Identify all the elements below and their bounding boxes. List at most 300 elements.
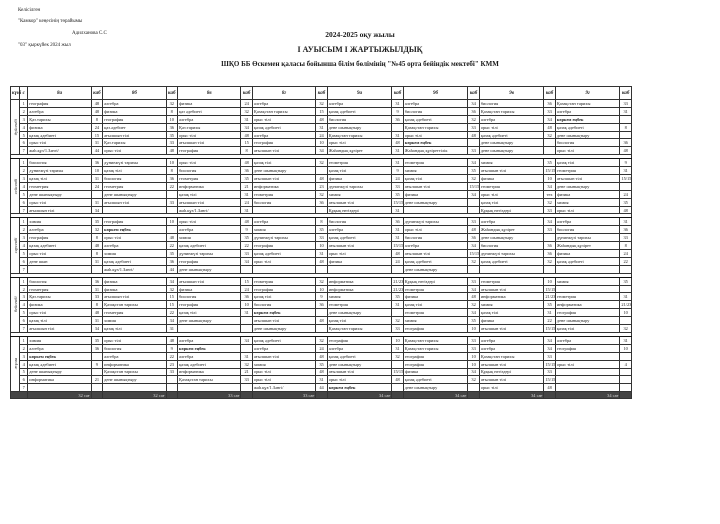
subject-cell: Қаз.тарихы [28,293,91,301]
subject-cell: Жаһандық құзіреттілік [403,147,468,155]
subject-cell: дене шынықтыру [403,265,468,273]
subject-cell: геометрия [479,182,544,190]
cab-header: каб [166,87,178,100]
subject-cell: қазақ әдебиеті [479,131,544,139]
cabinet-cell: 31 [392,131,404,139]
subject-cell: орыс тілі [28,139,91,147]
subject-cell: геометрия [28,182,91,190]
subject-cell: химия [555,277,620,285]
cabinet-cell: 9 [241,226,253,234]
subject-cell: дене шынықтыру [327,123,392,131]
cabinet-cell: 33 [544,352,556,360]
cabinet-cell: 31 [620,107,632,115]
cabinet-cell [316,206,328,214]
subject-cell: биология [178,167,241,175]
cabinet-cell [241,325,253,333]
subject-cell: қазақ тілі [479,309,544,317]
subject-cell: дене шынықтыру [479,234,544,242]
subject-cell: информатика [252,182,315,190]
subject-cell: қазақ тілі [555,159,620,167]
lesson-number: 6 [20,257,28,265]
subject-cell: орыс тілі [103,147,166,155]
cabinet-cell: 33 [468,344,480,352]
subject-cell: физика [103,277,166,285]
cabinet-cell: 34 [91,325,103,333]
cabinet-cell: 34 [316,147,328,155]
subject-cell: алгебра [28,107,91,115]
total-cab [392,392,404,399]
cab-header: каб [316,87,328,100]
lesson-number: 5 [20,368,28,376]
cabinet-cell: 32 [468,376,480,384]
subject-cell: дене шын [28,257,91,265]
cabinet-cell: 44 [166,265,178,273]
subject-cell: Жаһандық құзірет [479,226,544,234]
subject-cell [555,376,620,384]
class-header: 9б [403,87,468,100]
table-row [11,100,632,108]
cabinet-cell: 31 [392,344,404,352]
cabinet-cell: 32 [392,317,404,325]
subject-cell: география [103,115,166,123]
cabinet-cell: 36 [468,234,480,242]
cabinet-cell: 36 [620,139,632,147]
cabinet-cell: 24 [316,344,328,352]
subject-cell: алгебра [403,242,468,250]
table-row [11,360,632,368]
subject-cell: география [327,336,392,344]
cabinet-cell: 15/15 [545,377,556,383]
cabinet-cell: 34 [241,123,253,131]
subject-cell: Жаһандық құзірет [327,147,392,155]
subject-cell: география [178,301,241,309]
cabinet-cell: 31 [91,317,103,325]
subject-cell: информатика [327,285,392,293]
cabinet-cell: 31 [91,285,103,293]
cabinet-cell: 32 [468,301,480,309]
lesson-number: 5 [20,131,28,139]
subject-cell: көркем еңбек [555,115,620,123]
subject-cell: ағылшын тілі [252,147,315,155]
subject-cell: қазақ тілі [555,325,620,333]
cabinet-cell: 10 [166,159,178,167]
cabinet-cell: 24 [392,175,404,183]
cabinet-cell: 31 [392,100,404,108]
subject-cell: дене шынықтыру [28,190,91,198]
subject-cell: дене шынықтыру [403,198,468,206]
lesson-number: 7 [20,147,28,155]
table-row [11,352,632,360]
lesson-number: 1 [20,159,28,167]
cabinet-cell: 10 [91,167,103,175]
subject-cell: алгебра [28,226,91,234]
subject-cell [28,384,91,392]
table-row [11,250,632,258]
cabinet-cell [91,190,103,198]
subject-cell: химия [479,159,544,167]
table-row [11,376,632,384]
cabinet-cell: 21/23 [393,278,404,284]
subject-cell: география [403,360,468,368]
cabinet-cell: 31 [316,376,328,384]
cabinet-cell: 48 [316,257,328,265]
lesson-number: 7 [20,206,28,214]
cabinet-cell: 10 [620,344,632,352]
cabinet-cell: 33 [241,250,253,258]
subject-cell: биология [479,100,544,108]
cabinet-cell [166,384,178,392]
lesson-number: 7 [20,265,28,273]
table-row [11,123,632,131]
cabinet-cell [620,182,632,190]
table-row [11,159,632,167]
cabinet-cell: 8 [91,301,103,309]
subject-cell: орыс тілі [178,131,241,139]
subject-cell: геометрия [555,293,620,301]
cabinet-cell: 15/15 [469,183,480,189]
cabinet-cell: 15 [91,131,103,139]
num-header: с [20,87,28,100]
cabinet-cell: 32 [316,159,328,167]
subject-cell: орыс тілі [327,376,392,384]
cabinet-cell: 36 [241,293,253,301]
cabinet-cell: 31 [620,218,632,226]
table-row [11,265,632,273]
subject-cell: биология [555,139,620,147]
subject-cell: қазақ тілі [327,167,392,175]
subject-cell: химия [403,317,468,325]
subject-cell: қаз әдебиеті [178,107,241,115]
cabinet-cell: 10 [544,277,556,285]
cabinet-cell: 32 [468,115,480,123]
total-hours: 34 сағ [327,392,392,399]
subject-cell: физика [103,285,166,293]
subject-cell: биология [403,107,468,115]
cabinet-cell: 22 [166,182,178,190]
subject-cell: орыс тілі [252,115,315,123]
cabinet-cell: 8 [620,242,632,250]
subject-cell: қазақ тілі [403,175,468,183]
cabinet-cell: 34 [468,159,480,167]
subject-cell: орыс тілі [252,368,315,376]
lesson-number: 3 [20,234,28,242]
subject-cell: орыс тілі [178,159,241,167]
subject-cell: орыс тілі [103,234,166,242]
subject-cell: геометрия [28,285,91,293]
cabinet-cell: 36 [544,242,556,250]
cabinet-cell: 33 [544,226,556,234]
subject-cell: алгебра [403,100,468,108]
subject-cell: химия [252,226,315,234]
subject-cell: қазақ әдебиеті [252,250,315,258]
subject-cell: көркем еңбек [178,344,241,352]
cabinet-cell: 15/15 [393,243,404,249]
cabinet-cell: 15/15 [469,250,480,256]
lesson-number: 5 [20,309,28,317]
cabinet-cell: 32 [316,100,328,108]
subject-cell: алгебра [479,218,544,226]
subject-cell: қазақ тілі [252,293,315,301]
cab-header: каб [468,87,480,100]
cabinet-cell: 35 [91,218,103,226]
cabinet-cell: 32 [316,190,328,198]
cabinet-cell [468,206,480,214]
subject-cell: химия [479,301,544,309]
subject-cell: алгебра [479,115,544,123]
subject-cell: география [178,147,241,155]
lesson-number: 6 [20,198,28,206]
cabinet-cell: 34 [468,190,480,198]
lesson-number: 7 [20,384,28,392]
subject-cell: қазақ әдебиеті [327,352,392,360]
subject-cell: орыс тілі [28,198,91,206]
cabinet-cell [620,368,632,376]
lesson-number: 4 [20,360,28,368]
subject-cell: геометрия [403,309,468,317]
class-header: 9а [327,87,392,100]
lesson-number: 3 [20,352,28,360]
subject-cell: алгебра [178,115,241,123]
subject-cell: дүниежүзі тарихы [403,218,468,226]
cabinet-cell: 8 [166,167,178,175]
cabinet-cell: 48 [468,226,480,234]
lesson-number: 2 [20,344,28,352]
subject-cell [103,384,166,392]
subject-cell: Қазақстан тарихы [479,107,544,115]
subject-cell: биология [479,242,544,250]
cabinet-cell: 48 [316,352,328,360]
subject-cell: биология [252,301,315,309]
term-title: І АУЫСЫМ І ЖАРТЫЖЫЛДЫҚ [297,45,423,54]
subject-cell: дене шынықтыру [555,182,620,190]
cabinet-cell: 33 [392,325,404,333]
subject-cell: биология [178,293,241,301]
cabinet-cell: 48 [241,159,253,167]
cabinet-cell [392,309,404,317]
subject-cell: алгебра [479,344,544,352]
cabinet-cell: 10 [544,175,556,183]
table-row [11,257,632,265]
cabinet-cell: 31 [392,159,404,167]
table-row [11,226,632,234]
table-row [11,384,632,392]
subject-cell: ағылшын тілі [28,206,91,214]
subject-cell: орыс тілі [479,123,544,131]
cabinet-cell: 33 [392,182,404,190]
subject-cell: химия [28,336,91,344]
cabinet-cell: 34 [166,277,178,285]
subject-cell: география [555,344,620,352]
subject-cell: физика [555,250,620,258]
cabinet-cell [316,167,328,175]
cabinet-cell: 24 [392,257,404,265]
subject-cell: ағылшын тілі [479,167,544,175]
subject-cell: орыс тілі [555,360,620,368]
subject-cell: алгебра [178,336,241,344]
cabinet-cell [544,234,556,242]
subject-cell: география [252,242,315,250]
table-row [11,139,632,147]
subject-cell: ағылшын тілі [252,352,315,360]
cabinet-cell: 48 [166,336,178,344]
cabinet-cell: 10 [166,115,178,123]
subject-cell: Қазақстан тарихы [403,123,468,131]
cabinet-cell: 32 [544,257,556,265]
subject-cell: физика [103,107,166,115]
cabinet-cell [316,309,328,317]
subject-cell: ағылшын тілі [479,376,544,384]
cabinet-cell: 33 [620,234,632,242]
table-row [11,107,632,115]
subject-cell: информатика [555,301,620,309]
cabinet-cell: 48 [91,242,103,250]
lesson-number: 7 [20,325,28,333]
subject-cell: жаһ.құз/1.Зәнгі/ [178,206,241,214]
cabinet-cell: 10 [392,336,404,344]
subject-cell: химия [178,234,241,242]
subject-cell: алгебра [327,344,392,352]
cabinet-cell: 34 [468,285,480,293]
subject-cell: орыс тілі [327,139,392,147]
subject-cell: Қазақстан тарихы [555,100,620,108]
table-row [11,293,632,301]
lesson-number: 4 [20,242,28,250]
cab-header: каб [91,87,103,100]
cabinet-cell: 34 [544,344,556,352]
cabinet-cell: 31 [241,190,253,198]
class-header: 8а [28,87,91,100]
cabinet-cell: 33 [620,100,632,108]
lesson-number: 2 [20,107,28,115]
lesson-number: 5 [20,250,28,258]
subject-cell: геометрия [327,159,392,167]
subject-cell: орыс тілі [28,250,91,258]
table-row [11,325,632,333]
cabinet-cell: 35 [166,131,178,139]
subject-cell: қазақ әдебиеті [327,234,392,242]
subject-cell: қазақ әдебиеті [103,257,166,265]
subject-cell: қазақ әдебиеті [28,242,91,250]
subject-cell: Қазақстан тарихы [103,301,166,309]
table-row [11,234,632,242]
cabinet-cell: 33 [468,147,480,155]
subject-cell: информатика [28,376,91,384]
subject-cell: ағылшын тілі [252,317,315,325]
subject-cell: қазақ тілі [178,309,241,317]
subject-cell [178,384,241,392]
cabinet-cell: 31 [392,301,404,309]
subject-cell: дене шынықтыру [403,384,468,392]
subject-cell: ағылшын тілі [327,242,392,250]
cabinet-cell: 48 [166,147,178,155]
lesson-number: 6 [20,376,28,384]
subject-cell: информатика [178,368,241,376]
cabinet-cell: 32 [166,100,178,108]
lesson-number: 4 [20,123,28,131]
cabinet-cell: 32 [544,198,556,206]
cabinet-cell: 32 [392,352,404,360]
cabinet-cell: 48 [468,131,480,139]
cabinet-cell: 35 [392,293,404,301]
cabinet-cell: 32 [241,107,253,115]
total-cab [166,392,178,399]
total-hours: 34 сағ [403,392,468,399]
cabinet-cell: 48 [392,250,404,258]
cabinet-cell: 33 [544,368,556,376]
total-cab [91,392,103,399]
cabinet-cell: 22 [166,352,178,360]
subject-cell: дене шынықтыру [178,265,241,273]
cabinet-cell: 48 [392,139,404,147]
subject-cell: алгебра [555,218,620,226]
cabinet-cell: 33 [468,277,480,285]
subject-cell: информатика [479,293,544,301]
lesson-number: 1 [20,277,28,285]
table-row [11,198,632,206]
subject-cell: орыс тілі [28,309,91,317]
subject-cell: геометрия [252,277,315,285]
table-row [11,190,632,198]
cabinet-cell: 34 [166,317,178,325]
subject-cell: география [178,257,241,265]
cabinet-cell [620,285,632,293]
subject-cell: дүниежүзі тарихы [327,182,392,190]
header-row [11,87,632,100]
subject-cell: қазақ тілі [327,317,392,325]
cabinet-cell: 21/23 [393,286,404,292]
cabinet-cell: 48 [392,376,404,384]
cabinet-cell: 48 [544,384,556,392]
cabinet-cell: 8 [91,250,103,258]
table-row [11,131,632,139]
cabinet-cell: 32 [468,257,480,265]
subject-cell: география [103,218,166,226]
cabinet-cell: 10 [241,301,253,309]
subject-cell: география [555,309,620,317]
cabinet-cell: 9 [316,293,328,301]
cabinet-cell: 15 [241,139,253,147]
cabinet-cell: 8 [241,147,253,155]
total-cab [468,392,480,399]
subject-cell: ағылшын тілі [178,198,241,206]
subject-cell: Құқық негіздері [479,206,544,214]
cabinet-cell: 34 [544,182,556,190]
cabinet-cell: 48 [91,100,103,108]
subject-cell: физика [178,285,241,293]
total-cab [544,392,556,399]
subject-cell: ағылшын тілі [327,198,392,206]
cabinet-cell: 34 [241,257,253,265]
cab-header: каб [392,87,404,100]
cabinet-cell: 9 [91,360,103,368]
cabinet-cell: 22 [620,257,632,265]
cabinet-cell: 48 [316,115,328,123]
subject-cell: физика [28,123,91,131]
cabinet-cell: 31 [392,206,404,214]
subject-cell: Қазақстан тарихы [403,344,468,352]
table-row [11,344,632,352]
cabinet-cell: 8 [91,234,103,242]
cabinet-cell: 9 [166,344,178,352]
subject-cell: химия [252,360,315,368]
date-line: "03" қыркүйек 2024 жыл [18,43,71,48]
cabinet-cell: 35 [241,175,253,183]
subject-cell: ағылшын тілі [178,139,241,147]
cabinet-cell: 10 [468,360,480,368]
cabinet-cell: 8 [316,218,328,226]
subject-cell: дене шынықтыру [327,309,392,317]
cabinet-cell: 15/15 [545,361,556,367]
